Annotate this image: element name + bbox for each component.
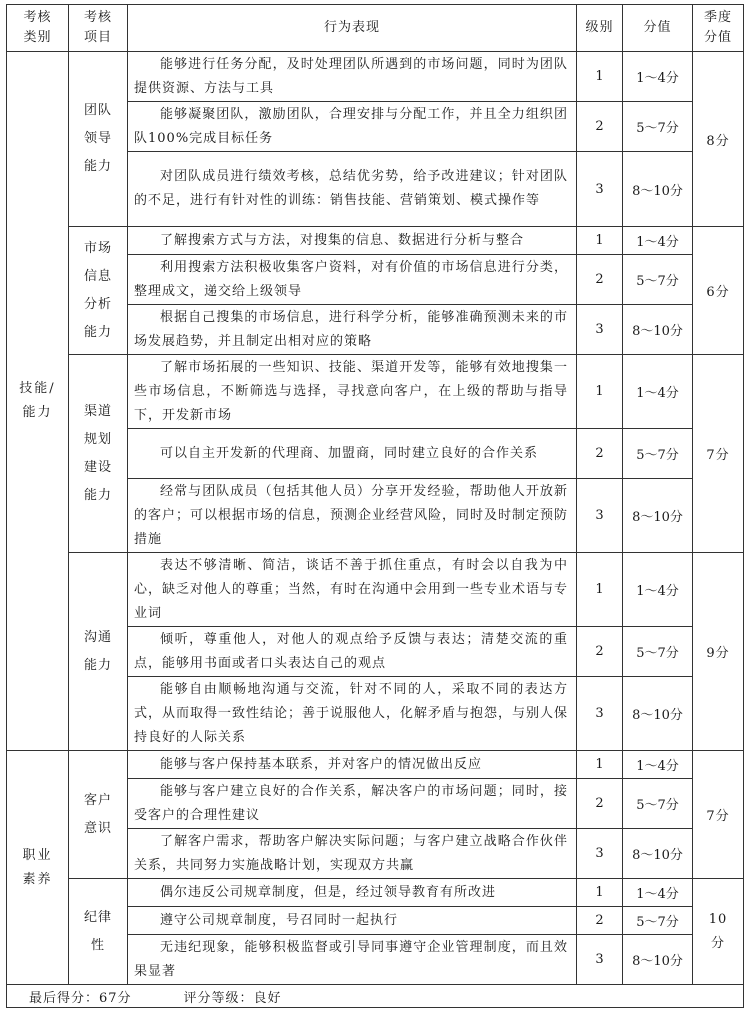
level-cell: 3 xyxy=(577,152,623,227)
item-cell: 市场信息分析能力 xyxy=(69,227,128,355)
score-cell: 8～10分 xyxy=(623,305,693,355)
score-cell: 5～7分 xyxy=(623,429,693,479)
category-cell: 职业素养 xyxy=(7,751,69,985)
behavior-cell: 能够自由顺畅地沟通与交流，针对不同的人，采取不同的表达方式，从而取得一致性结论；善于说服他人，化解矛盾与抱怨，与别人保持良好的人际关系 xyxy=(128,677,577,751)
level-cell: 2 xyxy=(577,255,623,305)
table-row xyxy=(7,553,744,627)
header-category: 考核类别 xyxy=(7,5,69,52)
level-cell: 3 xyxy=(577,479,623,553)
quarter-score-cell: 6分 xyxy=(693,227,744,355)
level-cell: 3 xyxy=(577,935,623,985)
footer-row xyxy=(7,985,744,1008)
level-cell: 1 xyxy=(577,355,623,429)
level-cell: 1 xyxy=(577,879,623,907)
score-cell: 8～10分 xyxy=(623,152,693,227)
item-cell: 纪律性 xyxy=(69,879,128,985)
score-cell: 5～7分 xyxy=(623,627,693,677)
score-cell: 5～7分 xyxy=(623,779,693,829)
level-cell: 1 xyxy=(577,52,623,102)
level-cell: 3 xyxy=(577,305,623,355)
footer-cell xyxy=(7,985,744,1008)
table-row xyxy=(7,52,744,102)
behavior-cell: 可以自主开发新的代理商、加盟商，同时建立良好的合作关系 xyxy=(128,429,577,479)
level-cell: 3 xyxy=(577,829,623,879)
behavior-cell: 表达不够清晰、简洁，谈话不善于抓住重点，有时会以自我为中心，缺乏对他人的尊重；当然，有时在沟通中会用到一些专业术语与专业词 xyxy=(128,553,577,627)
table-row xyxy=(7,227,744,255)
level-cell: 2 xyxy=(577,907,623,935)
quarter-score-cell: 9分 xyxy=(693,553,744,751)
behavior-cell: 能够与客户保持基本联系，并对客户的情况做出反应 xyxy=(128,751,577,779)
table-row xyxy=(7,751,744,779)
header-behavior: 行为表现 xyxy=(128,5,577,52)
table-row xyxy=(7,355,744,429)
quarter-score-cell: 7分 xyxy=(693,751,744,879)
quarter-score-cell: 7分 xyxy=(693,355,744,553)
score-cell: 8～10分 xyxy=(623,677,693,751)
assessment-table xyxy=(6,4,744,1008)
behavior-cell: 根据自己搜集的市场信息，进行科学分析，能够准确预测未来的市场发展趋势，并且制定出相对应的策略 xyxy=(128,305,577,355)
score-cell: 8～10分 xyxy=(623,479,693,553)
behavior-cell: 了解市场拓展的一些知识、技能、渠道开发等，能够有效地搜集一些市场信息，不断筛选与选择，寻找意向客户，在上级的帮助与指导下，开发新市场 xyxy=(128,355,577,429)
rating: 评分等级：良好 xyxy=(183,990,282,1006)
level-cell: 2 xyxy=(577,627,623,677)
behavior-cell: 偶尔违反公司规章制度，但是，经过领导教育有所改进 xyxy=(128,879,577,907)
quarter-score-cell: 8分 xyxy=(693,52,744,227)
score-cell: 5～7分 xyxy=(623,907,693,935)
category-cell: 技能/能力 xyxy=(7,52,69,751)
behavior-cell: 了解客户需求，帮助客户解决实际问题；与客户建立战略合作伙伴关系，共同努力实施战略计划，实现双方共赢 xyxy=(128,829,577,879)
header-quarter: 季度分值 xyxy=(693,5,744,52)
item-cell: 沟通能力 xyxy=(69,553,128,751)
item-cell: 团队领导能力 xyxy=(69,52,128,227)
behavior-cell: 对团队成员进行绩效考核，总结优劣势，给予改进建议；针对团队的不足，进行有针对性的训练：销售技能、营销策划、模式操作等 xyxy=(128,152,577,227)
level-cell: 2 xyxy=(577,779,623,829)
quarter-score-cell: 10分 xyxy=(693,879,744,985)
score-cell: 1～4分 xyxy=(623,52,693,102)
header-score: 分值 xyxy=(623,5,693,52)
level-cell: 2 xyxy=(577,102,623,152)
behavior-cell: 无违纪现象，能够积极监督或引导同事遵守企业管理制度，而且效果显著 xyxy=(128,935,577,985)
score-cell: 1～4分 xyxy=(623,355,693,429)
item-cell: 客户意识 xyxy=(69,751,128,879)
header-row xyxy=(7,5,744,52)
behavior-cell: 了解搜索方式与方法，对搜集的信息、数据进行分析与整合 xyxy=(128,227,577,255)
score-cell: 1～4分 xyxy=(623,553,693,627)
final-score: 最后得分：67分 xyxy=(29,990,132,1006)
level-cell: 3 xyxy=(577,677,623,751)
score-cell: 1～4分 xyxy=(623,227,693,255)
behavior-cell: 经常与团队成员（包括其他人员）分享开发经验，帮助他人开放新的客户；可以根据市场的信息，预测企业经营风险，同时及时制定预防措施 xyxy=(128,479,577,553)
level-cell: 1 xyxy=(577,553,623,627)
level-cell: 1 xyxy=(577,227,623,255)
behavior-cell: 能够凝聚团队，激励团队，合理安排与分配工作，并且全力组织团队100%完成目标任务 xyxy=(128,102,577,152)
table-row xyxy=(7,879,744,907)
level-cell: 2 xyxy=(577,429,623,479)
score-cell: 1～4分 xyxy=(623,751,693,779)
score-cell: 8～10分 xyxy=(623,829,693,879)
score-cell: 5～7分 xyxy=(623,255,693,305)
score-cell: 5～7分 xyxy=(623,102,693,152)
score-cell: 1～4分 xyxy=(623,879,693,907)
level-cell: 1 xyxy=(577,751,623,779)
item-cell: 渠道规划建设能力 xyxy=(69,355,128,553)
header-item: 考核项目 xyxy=(69,5,128,52)
behavior-cell: 能够进行任务分配，及时处理团队所遇到的市场问题，同时为团队提供资源、方法与工具 xyxy=(128,52,577,102)
behavior-cell: 遵守公司规章制度，号召同时一起执行 xyxy=(128,907,577,935)
behavior-cell: 倾听，尊重他人，对他人的观点给予反馈与表达；清楚交流的重点，能够用书面或者口头表达自己的观点 xyxy=(128,627,577,677)
header-level: 级别 xyxy=(577,5,623,52)
behavior-cell: 利用搜索方法积极收集客户资料，对有价值的市场信息进行分类，整理成文，递交给上级领导 xyxy=(128,255,577,305)
score-cell: 8～10分 xyxy=(623,935,693,985)
behavior-cell: 能够与客户建立良好的合作关系，解决客户的市场问题；同时，接受客户的合理性建议 xyxy=(128,779,577,829)
